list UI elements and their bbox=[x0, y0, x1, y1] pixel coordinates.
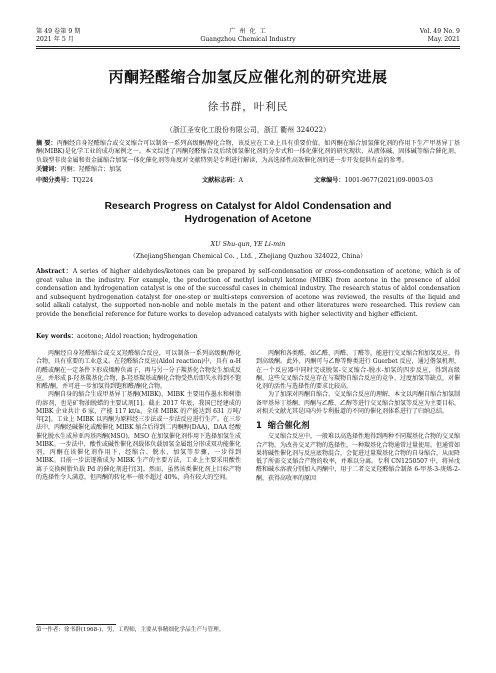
affiliation-cn: （浙江圣安化工股份有限公司，浙江 衢州 324022） bbox=[165, 126, 331, 134]
authors-cn: 徐书群，叶利民 bbox=[207, 101, 289, 113]
body-left-column bbox=[36, 350, 241, 482]
abstract-cn-text: 丙酮经自身羟醛缩合或交叉缩合可以制备一系列高级酮/醇化合物，该反应在工业上具有重要价值。如丙酮在缩合加氢催化剂的作用下生产甲基异丁基酮(MIBK)是化学工业的成功案例之一。本文综述了丙酮羟醛缩合及后续加氢催化剂的分步式和一体化催化剂的研究现状，从液体碱、固体碱等缩合催化剂、负载型非贵金属和贵金属缩合加氢一体化催化剂等角度对文献特别是专利进行解读，为高选择性高效催化剂的进一步开发提供有益的参考。 bbox=[36, 140, 460, 164]
article-no-label: 文章编号： bbox=[314, 177, 345, 184]
section-heading bbox=[256, 421, 460, 429]
article-no-value: 1001-9677(2021)09-0003-03 bbox=[344, 177, 433, 184]
abstract-en bbox=[36, 268, 460, 319]
clc-value: TQ224 bbox=[72, 177, 94, 184]
journal-name-cn: 广 州 化 工 bbox=[229, 28, 267, 35]
issue-date: 2021 年 5 月 bbox=[36, 36, 74, 43]
article-number bbox=[314, 177, 433, 185]
body-right-column bbox=[256, 350, 460, 483]
body-paragraph: 交叉缩合反应中，一般难以高选择性地得到两种不同羰基化合物的交叉缩合产物。为改善交叉产物的选择性，一种羰基化合物通常过量使用。但通常如果将碱性催化剂与反应底物混合，会促进过量羰基化合物的自身缩合，从而降低了所需交叉缩合产物的收率，并难以分离。专利 CN1250507 中，将异戊醛和碱水溶液分别加入丙酮中，用于二者交叉羟醛缩合制备 6-甲基-3-庚烯-2-酮，获得高收率的原因 bbox=[256, 433, 461, 482]
clc-label: 中图分类号： bbox=[36, 177, 73, 184]
authors-en: XU Shu-qun, YE Li-min bbox=[210, 240, 286, 248]
volume-en: Vol. 49 No. 9 bbox=[419, 28, 460, 35]
article-title-cn: 丙酮羟醛缩合加氢反应催化剂的研究进展 bbox=[108, 68, 388, 86]
affiliation-en: （ZhejiangShengan Chemical Co. , Ltd. , Zhejiang Quzhou 324022, China） bbox=[129, 253, 367, 260]
keywords-cn-text: 丙酮；羟醛缩合；加氢 bbox=[60, 166, 122, 173]
abstract-cn bbox=[36, 140, 460, 165]
footnote-rule bbox=[36, 624, 116, 625]
date-en: May. 2021 bbox=[427, 36, 460, 43]
journal-name-en: Guangzhou Chemical Industry bbox=[200, 36, 296, 43]
header-rule-thin bbox=[36, 48, 460, 49]
abstract-en-label: Abstract： bbox=[36, 268, 73, 275]
title-en-line2: Hydrogenation of Acetone bbox=[184, 214, 312, 225]
section-number: 1 bbox=[256, 420, 262, 430]
doc-code-label: 文献标志码： bbox=[202, 177, 239, 184]
keywords-en-text: acetone; Aldol reaction; hydrogenation bbox=[77, 333, 198, 340]
abstract-en-text: A series of higher aldehydes/ketones can be prepared by self-condensation or cross-condensation of acetone, which is of great value in the industry. For example, the production of methyl isobutyl ketone (MIBK) from acetone in the presence of aldol condensation and hydrogenation catalyst is one of the successful cases in chemical industry. The research status of aldol condensation and subsequent hydrogenation catalyst for one-step or multi-steps conversion of acetone was reviewed, the results of the liquid and solid alkali catalyst, the supported non-noble and noble metals in the patent and other literatures were researched. This review can provide the beneficial reference for future works to develop advanced catalysts with higher selectivity and higher efficient. bbox=[36, 268, 461, 318]
author-footnote: 第一作者：徐书群(1968-)，男，工程师，主要从事精细化学品生产与管理。 bbox=[36, 627, 225, 633]
keywords-en-label: Key words： bbox=[36, 333, 78, 340]
title-en-line1: Research Progress on Catalyst for Aldol Condensation and bbox=[104, 201, 392, 212]
body-paragraph: 丙酮经自身羟醛缩合或交叉羟醛缩合反应，可以制备一系列高级酮/醇化合物，具有重要的工业意义。在羟醛缩合反应(Aldol reaction)中，具有 α-H 的醛或酮在一定条件下形成烯醇负离子，再与另一分子羰基化合物发生加成反应，并形成 β-羟基羰基化合物，β-羟基羰基或酮化合物受热后即失水得到不饱和醛/酮，并可进一步加氢得到饱和醛/酮化合物。 bbox=[36, 350, 241, 390]
header-rule bbox=[36, 46, 460, 47]
keywords-cn bbox=[36, 166, 460, 174]
keywords-cn-label: 关键词： bbox=[36, 166, 61, 173]
body-paragraph: 为了加深对丙酮自缩合、交叉缩合反应的理解，本文以丙酮自缩合加氢制备甲基异丁基酮、丙酮与乙醛、乙醇等进行交叉缩合加氢等反应为主要目标，对相关文献尤其是国内外专利报道的不同的催化剂体系进行了归纳总结。 bbox=[256, 391, 461, 415]
keywords-en bbox=[36, 333, 460, 341]
document-code bbox=[202, 177, 243, 185]
doc-code-value: A bbox=[238, 177, 243, 184]
body-paragraph: 丙酮和各类醛，如乙醛、丙醛、丁醛等，能进行交叉缩合和加氢反应，得到高级酮。此外，丙酮可与乙醇等醇类进行 Guerbet 反应，通过偕氢机理，在一个反应器中同时完成脱氢-交叉缩合-脱水-加氢的四步反应，得到高级酮，这些交叉缩合反应存在与羰物自缩合反应的竞争、过度加氢等缺点，对催化剂的活性与选择性的要求比较高。 bbox=[256, 350, 461, 390]
body-paragraph: 丙酮自身的缩合生成甲基异丁基酮(MIBK)，MIBK 主要用作墨水和树脂的溶剂，也是矿物油脱蜡的主要试剂[1]。截止 2017 年底，我国已经建成的 MIBK 企业共计 6 家，产能 117 kt/a，全球 MIBK 的产能达到 631 万吨/年[2]。工业上 MIBK 以丙酮为原料经三步法或一步法反应进行生产。在三步法中，丙酮经碱催化或酸催化 MIBK 缩合后得到二丙酮醇(DAA)，DAA 经酸催化脱水生成异亚丙基丙酮(MSO)，MSO 在加氢催化剂作用下选择加氢生成 MIBK。一步法中，酸性或碱性催化剂载体负载加氢金属组分形成双功能催化剂，丙酮在该催化剂作用下，经缩合、脱水、加氢等步骤，一步得到 MIBK。目前一步法逐渐成为 MIBK 生产的主要方法，工业上主要采用酸性离子交换树脂负载 Pd 的催化剂进行[3]。然而，虽然该类催化剂上目标产物的选择性令人满意，但丙酮的转化率一般不超过 40%，尚有较大的空间。 bbox=[36, 391, 241, 481]
clc-number bbox=[36, 177, 93, 185]
issue-volume: 第 49 卷第 9 期 bbox=[36, 28, 81, 35]
journal-volume-en bbox=[420, 28, 460, 44]
section-title: 缩合催化剂 bbox=[267, 420, 310, 430]
article-title-en bbox=[0, 200, 496, 226]
abstract-cn-label: 摘 要： bbox=[36, 140, 57, 147]
